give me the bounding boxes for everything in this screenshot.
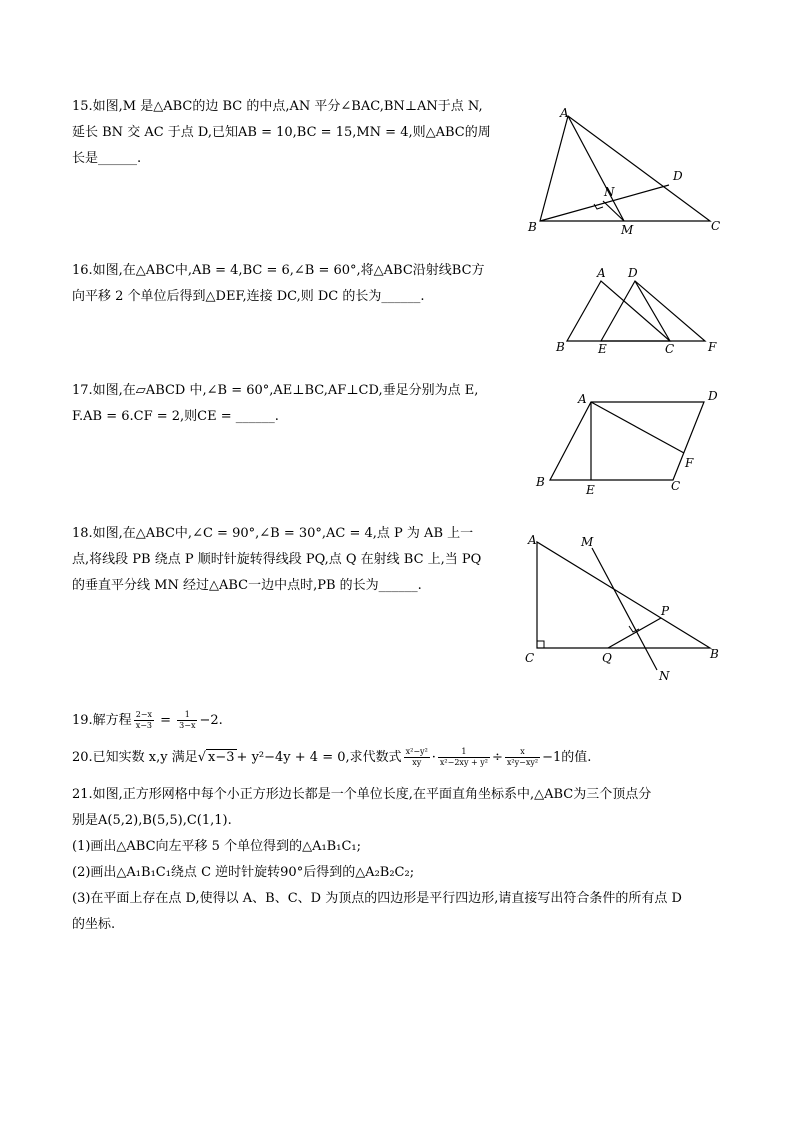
q21-line4: (2)画出△A₁B₁C₁绕点 C 逆时针旋转90°后得到的△A₂B₂C₂;: [72, 865, 415, 880]
q15-label-m: M: [621, 223, 634, 237]
q17-label-d: D: [708, 389, 718, 403]
q16-label-d: D: [628, 266, 638, 280]
q16-label-f: F: [708, 340, 717, 354]
q18-label-c: C: [525, 651, 535, 665]
question-20: 20.已知实数 x,y 满足√ x−3 + y²−4y + 4 = 0,求代数式 $\frac{\text{x²−y²}}{xy}$ · $\frac{1}{\text{x²−2xy + y²}}$ ÷ $\frac{x}{\text{x²y−xy²}}$ −1的值.: [72, 747, 592, 767]
q15-segment-nm: [603, 201, 624, 221]
q19-prefix: 19.解方程: [72, 713, 132, 728]
q20-f2-num: 1: [438, 747, 490, 758]
q18-label-b: B: [710, 647, 719, 661]
q18-label-q: Q: [602, 651, 612, 665]
q20-div: ÷: [491, 750, 503, 765]
question-19: [72, 708, 223, 734]
q15-label-c: C: [711, 219, 721, 233]
q16-line1: 16.如图,在△ABC中,AB = 4,BC = 6,∠B = 60°,将△ABC沿射线BC方: [72, 263, 485, 278]
q15-line2: 延长 BN 交 AC 于点 D,已知AB = 10,BC = 15,MN = 4,则△ABC的周: [72, 125, 491, 140]
q20-fraction-1: [404, 747, 430, 768]
q16-label-b: B: [556, 340, 565, 354]
q19-suffix: −2.: [199, 713, 223, 728]
q20-dot: ·: [431, 750, 436, 765]
q20-mid: + y²−4y + 4 = 0,求代数式: [236, 750, 402, 765]
q16-label-a: A: [597, 266, 606, 280]
q15-line1: 15.如图,M 是△ABC的边 BC 的中点,AN 平分∠BAC,BN⊥AN于点 N,: [72, 99, 483, 114]
q19-fraction-2: [177, 710, 197, 731]
q18-label-p: P: [661, 604, 670, 618]
q15-label-b: B: [528, 220, 537, 234]
q17-parallelogram-abcd: [550, 402, 704, 480]
q21-line1: 21.如图,正方形网格中每个小正方形边长都是一个单位长度,在平面直角坐标系中,△ABC为三个顶点分: [72, 787, 652, 802]
q21-line6: 的坐标.: [72, 917, 116, 932]
q20-f3-num: x: [505, 747, 540, 758]
q17-label-e: E: [586, 483, 595, 497]
q20-f1-num: x²−y²: [405, 747, 428, 756]
q20-fraction-2: [438, 747, 490, 768]
q20-prefix: 20.已知实数 x,y 满足: [72, 750, 198, 765]
q19-fraction-1: [134, 710, 154, 731]
q15-figure: [520, 100, 730, 240]
q15-label-d: D: [673, 169, 683, 183]
question-21: [72, 782, 682, 938]
q19-f1-den: x−3: [135, 721, 152, 730]
question-17: [72, 378, 478, 430]
q17-line2: F.AB = 6.CF = 2,则CE = ______.: [72, 409, 279, 424]
q16-line2: 向平移 2 个单位后得到△DEF,连接 DC,则 DC 的长为______.: [72, 289, 425, 304]
q21-line3: (1)画出△ABC向左平移 5 个单位得到的△A₁B₁C₁;: [72, 839, 361, 854]
q19-f2-den: 3−x: [179, 721, 196, 730]
q20-suffix: −1的值.: [542, 750, 592, 765]
q16-label-e: E: [598, 342, 607, 356]
q15-triangle-abc: [540, 116, 710, 221]
question-18: [72, 521, 481, 599]
q17-label-f: F: [685, 456, 694, 470]
q16-label-c: C: [665, 342, 675, 356]
q20-sqrt: x−3: [208, 750, 235, 765]
q18-line2: 点,将线段 PB 绕点 P 顺时针旋转得线段 PQ,点 Q 在射线 BC 上,当 PQ: [72, 552, 482, 567]
q18-triangle-abc: [537, 542, 710, 648]
q20-fraction-3: [505, 747, 540, 768]
q17-label-c: C: [671, 479, 681, 493]
question-16: [72, 258, 485, 310]
q19-f2-num: 1: [177, 710, 197, 721]
q20-f1-den: xy: [412, 758, 422, 767]
q15-line3: 长是______.: [72, 151, 142, 166]
q18-label-m: M: [581, 535, 594, 549]
q21-line5: (3)在平面上存在点 D,使得以 A、B、C、D 为顶点的四边形是平行四边形,请直接写出符合条件的所有点 D: [72, 891, 682, 906]
q18-label-a: A: [528, 533, 537, 547]
q18-line3: 的垂直平分线 MN 经过△ABC一边中点时,PB 的长为______.: [72, 578, 422, 593]
question-15: [72, 94, 491, 172]
q20-f3-den: x²y−xy²: [506, 758, 539, 767]
q16-figure: [550, 265, 730, 360]
q16-segment-dc: [635, 281, 670, 341]
q20-f2-den: x²−2xy + y²: [439, 758, 488, 767]
q17-line1: 17.如图,在▱ABCD 中,∠B = 60°,AE⊥BC,AF⊥CD,垂足分别为点 E,: [72, 383, 479, 398]
q17-figure: [530, 385, 730, 500]
q17-label-b: B: [536, 475, 545, 489]
q19-f1-num: 2−x: [135, 710, 152, 719]
q18-figure: [520, 528, 730, 688]
q21-line2: 别是A(5,2),B(5,5),C(1,1).: [72, 813, 232, 828]
q19-equals: =: [156, 713, 176, 728]
q18-segment-pq: [608, 618, 661, 648]
q15-label-a: A: [560, 106, 569, 120]
q17-label-a: A: [578, 392, 587, 406]
q18-right-angle-c: [537, 641, 544, 648]
q18-line1: 18.如图,在△ABC中,∠C = 90°,∠B = 30°,AC = 4,点 P 为 AB 上一: [72, 526, 474, 541]
q18-label-n: N: [659, 669, 670, 683]
q17-segment-af: [591, 402, 684, 453]
q15-label-n: N: [604, 185, 615, 199]
